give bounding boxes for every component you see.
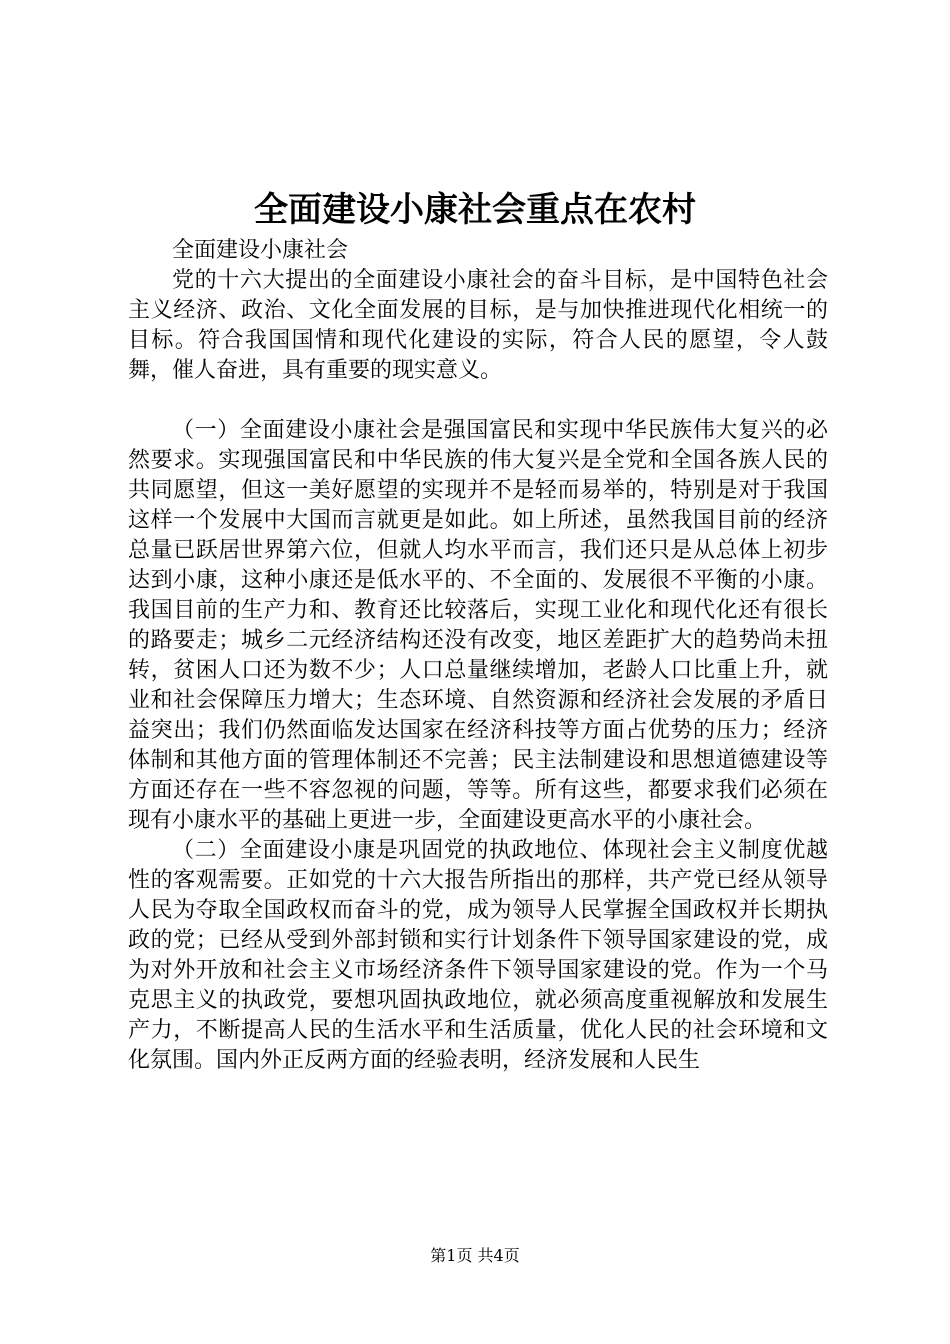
subtitle-paragraph: 全面建设小康社会 (172, 238, 349, 263)
page-footer: 第1页 共4页 (430, 1246, 520, 1265)
intro-paragraph: 党的十六大提出的全面建设小康社会的奋斗目标，是中国特色社会主义经济、政治、文化全面发展的目标，是与加快推进现代化相统一的目标。符合我国国情和现代化建设的实际，符合人民的愿望，令人鼓舞，催人奋进，具有重要的现实意义。 (128, 268, 828, 383)
section-two-paragraph: （二）全面建设小康是巩固党的执政地位、体现社会主义制度优越性的客观需要。正如党的十六大报告所指出的那样，共产党已经从领导人民为夺取全国政权而奋斗的党，成为领导人民掌握全国政权并长期执政的党；已经从受到外部封锁和实行计划条件下领导国家建设的党，成为对外开放和社会主义市场经济条件下领导国家建设的党。作为一个马克思主义的执政党，要想巩固执政地位，就必须高度重视解放和发展生产力，不断提高人民的生活水平和生活质量，优化人民的社会环境和文化氛围。国内外正反两方面的经验表明，经济发展和人民生 (128, 838, 828, 1073)
document-title: 全面建设小康社会重点在农村 (254, 190, 696, 230)
document-body (128, 236, 828, 1076)
section-one-paragraph: （一）全面建设小康社会是强国富民和实现中华民族伟大复兴的必然要求。实现强国富民和中华民族的伟大复兴是全党和全国各族人民的共同愿望，但这一美好愿望的实现并不是轻而易举的，特别是对于我国这样一个发展中大国而言就更是如此。如上所述，虽然我国目前的经济总量已跃居世界第六位，但就人均水平而言，我们还只是从总体上初步达到小康，这种小康还是低水平的、不全面的、发展很不平衡的小康。我国目前的生产力和、教育还比较落后，实现工业化和现代化还有很长的路要走；城乡二元经济结构还没有改变，地区差距扩大的趋势尚未扭转，贫困人口还为数不少；人口总量继续增加，老龄人口比重上升，就业和社会保障压力增大；生态环境、自然资源和经济社会发展的矛盾日益突出；我们仍然面临发达国家在经济科技等方面占优势的压力；经济体制和其他方面的管理体制还不完善；民主法制建设和思想道德建设等方面还存在一些不容忽视的问题，等等。所有这些，都要求我们必须在现有小康水平的基础上更进一步，全面建设更高水平的小康社会。 (128, 418, 828, 833)
